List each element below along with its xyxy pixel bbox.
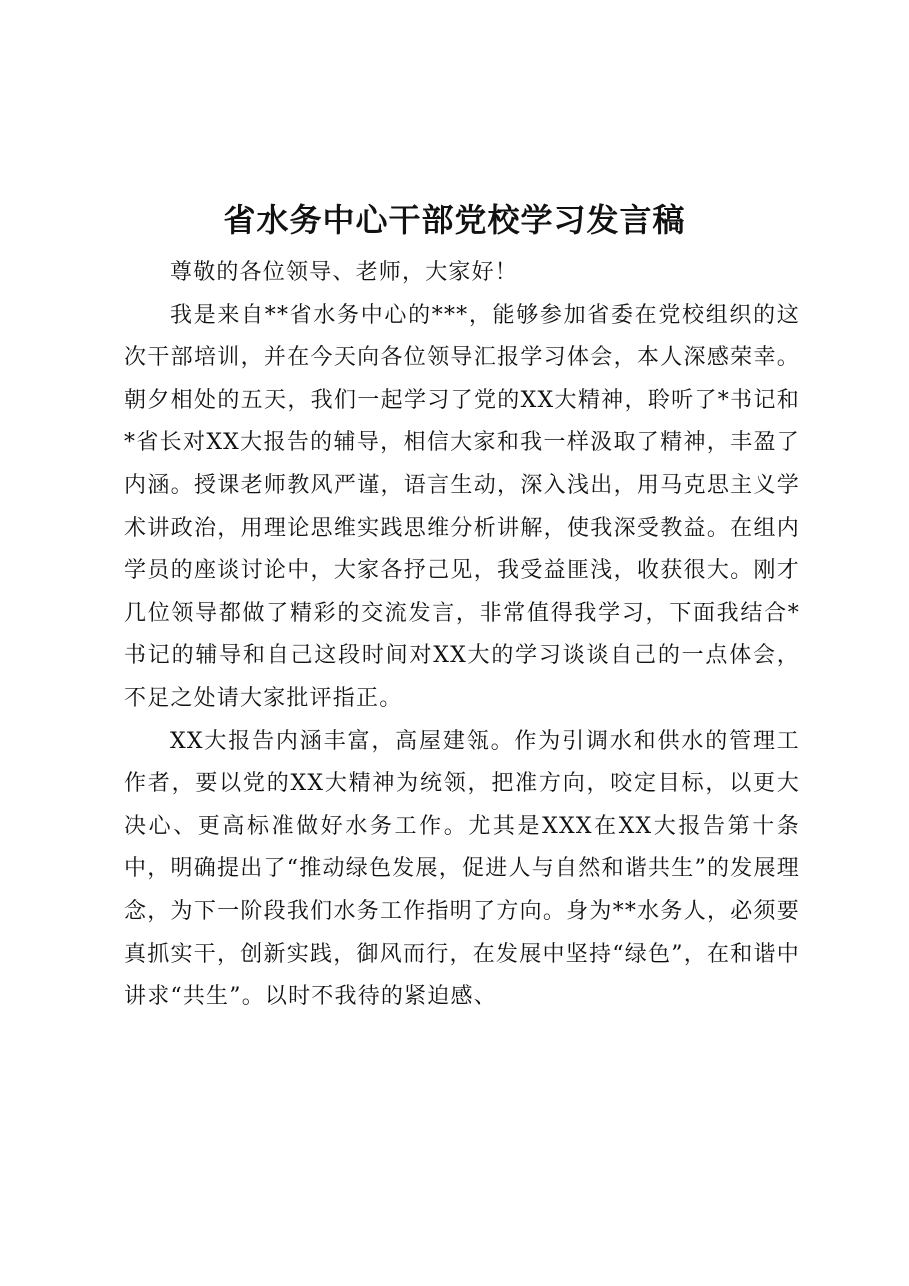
document-body bbox=[124, 252, 800, 1019]
document-title: 省水务中心干部党校学习发言稿 bbox=[223, 201, 686, 239]
introduction-paragraph: 我是来自**省水务中心的***，能够参加省委在党校组织的这次干部培训，并在今天向各位领导汇报学习体会，本人深感荣幸。朝夕相处的五天，我们一起学习了党的XX大精神，聆听了*书记和*省长对XX大报告的辅导，相信大家和我一样汲取了精神，丰盈了内涵。授课老师教风严谨，语言生动，深入浅出，用马克思主义学术讲政治，用理论思维实践思维分析讲解，使我深受教益。在组内学员的座谈讨论中，大家各抒己见，我受益匪浅，收获很大。刚才几位领导都做了精彩的交流发言，非常值得我学习，下面我结合*书记的辅导和自己这段时间对XX大的学习谈谈自己的一点体会，不足之处请大家批评指正。 bbox=[124, 302, 800, 711]
greeting-paragraph: 尊敬的各位领导、老师，大家好！ bbox=[170, 260, 519, 285]
body-paragraph: XX大报告内涵丰富，高屋建瓴。作为引调水和供水的管理工作者，要以党的XX大精神为统领，把准方向，咬定目标，以更大决心、更高标准做好水务工作。尤其是XXX在XX大报告第十条中，明确提出了“推动绿色发展，促进人与自然和谐共生”的发展理念，为下一阶段我们水务工作指明了方向。身为**水务人，必须要真抓实干，创新实践，御风而行，在发展中坚持“绿色”，在和谐中讲求“共生”。以时不我待的紧迫感、 bbox=[124, 728, 800, 1010]
